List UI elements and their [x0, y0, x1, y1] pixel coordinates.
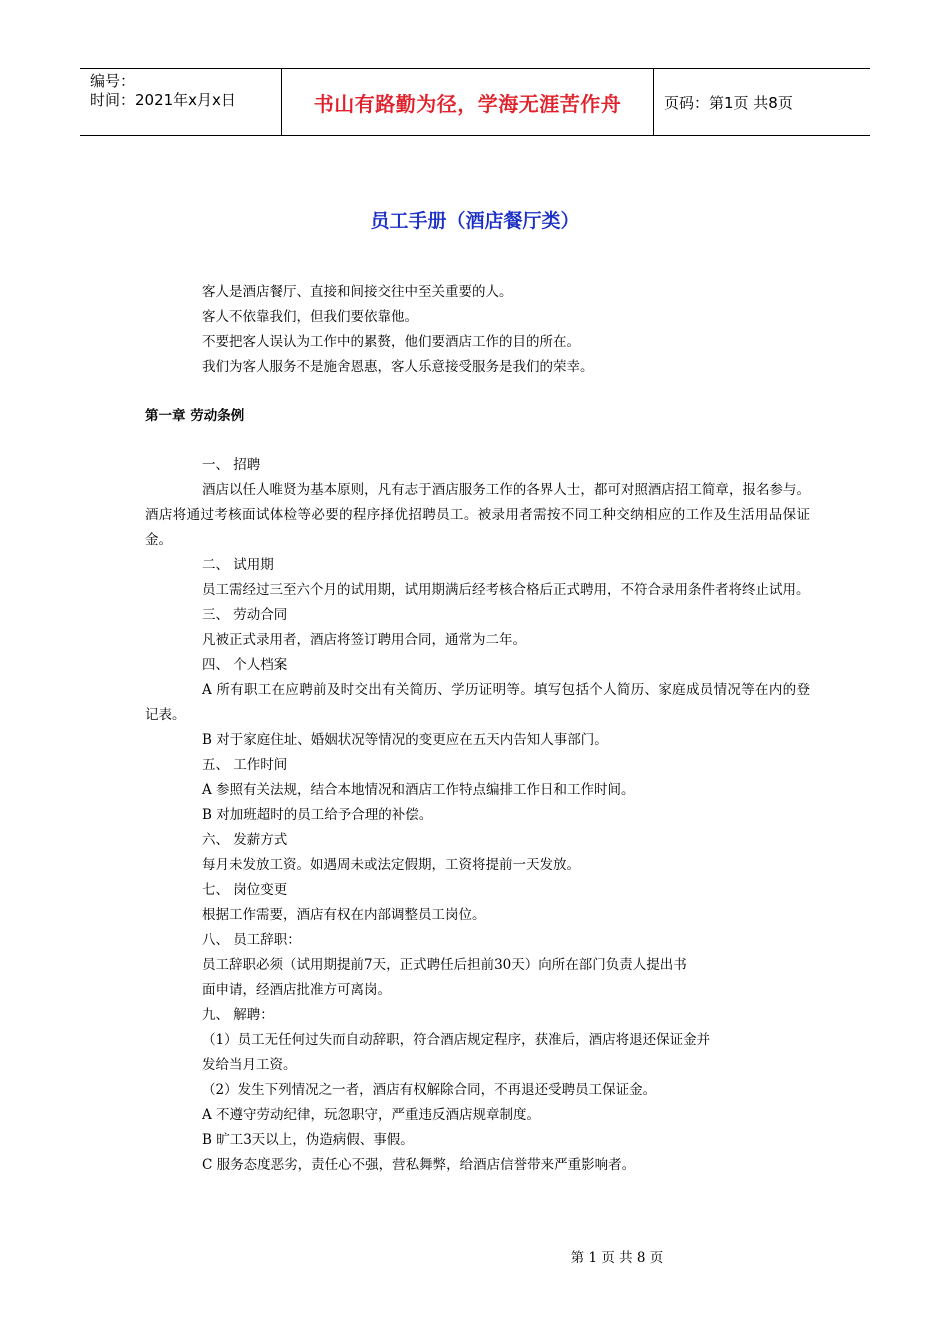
section-heading: 六、 发薪方式 — [202, 832, 288, 848]
section-text: 发给当月工资。 — [202, 1057, 297, 1073]
document-body — [145, 280, 810, 1178]
page-footer: 第 1 页 共 8 页 — [570, 1250, 664, 1266]
section-text: A 不遵守劳动纪律，玩忽职守，严重违反酒店规章制度。 — [202, 1107, 541, 1123]
section-text: 员工辞职必须（试用期提前7天，正式聘任后担前30天）向所在部门负责人提出书 — [202, 957, 687, 973]
section-text: 凡被正式录用者，酒店将签订聘用合同，通常为二年。 — [202, 632, 526, 648]
section-text: C 服务态度恶劣，责任心不强，营私舞弊，给酒店信誉带来严重影响者。 — [202, 1157, 636, 1173]
section-text: A 参照有关法规，结合本地情况和酒店工作特点编排工作日和工作时间。 — [202, 782, 635, 798]
section-text: B 旷工3天以上，伪造病假、事假。 — [202, 1132, 414, 1148]
header-table — [80, 68, 870, 136]
chapter-heading: 第一章 劳动条例 — [145, 408, 245, 424]
section-text: （1）员工无任何过失而自动辞职，符合酒店规定程序，获准后，酒店将退还保证金并 — [202, 1032, 711, 1048]
header-motto: 书山有路勤为径，学海无涯苦作舟 — [282, 69, 654, 135]
section-heading: 八、 员工辞职： — [202, 932, 301, 948]
section-heading: 九、 解聘： — [202, 1007, 274, 1023]
header-page-number: 页码：第1页 共8页 — [664, 93, 793, 112]
section-text: 员工需经过三至六个月的试用期，试用期满后经考核合格后正式聘用，不符合录用条件者将终止试用。 — [202, 582, 810, 598]
section-text: B 对加班超时的员工给予合理的补偿。 — [202, 807, 433, 823]
document-date: 时间：2021年x月x日 — [90, 91, 236, 109]
section-heading: 二、 试用期 — [202, 557, 274, 573]
section-text: 酒店以任人唯贤为基本原则，凡有志于酒店服务工作的各界人士，都可对照酒店招工简章，报名参与。酒店将通过考核面试体检等必要的程序择优招聘员工。被录用者需按不同工种交纳相应的工作及生活用品保证金。 — [145, 482, 810, 548]
section-text: （2）发生下列情况之一者，酒店有权解除合同，不再退还受聘员工保证金。 — [202, 1082, 657, 1098]
section-heading: 五、 工作时间 — [202, 757, 288, 773]
intro-line: 客人是酒店餐厅、直接和间接交往中至关重要的人。 — [202, 284, 513, 300]
document-number: 编号： — [90, 72, 136, 90]
section-heading: 七、 岗位变更 — [202, 882, 288, 898]
section-heading: 一、 招聘 — [202, 457, 261, 473]
intro-line: 我们为客人服务不是施舍恩惠，客人乐意接受服务是我们的荣幸。 — [202, 359, 594, 375]
section-text: 根据工作需要，酒店有权在内部调整员工岗位。 — [202, 907, 486, 923]
section-heading: 四、 个人档案 — [202, 657, 288, 673]
document-title: 员工手册（酒店餐厅类） — [370, 210, 580, 232]
header-meta — [80, 69, 282, 135]
section-text: B 对于家庭住址、婚姻状况等情况的变更应在五天内告知人事部门。 — [202, 732, 608, 748]
intro-line: 不要把客人误认为工作中的累赘，他们要酒店工作的目的所在。 — [202, 334, 580, 350]
section-text: A 所有职工在应聘前及时交出有关简历、学历证明等。填写包括个人简历、家庭成员情况等在内的登记表。 — [145, 682, 810, 723]
intro-line: 客人不依靠我们，但我们要依靠他。 — [202, 309, 418, 325]
section-text: 每月未发放工资。如遇周未或法定假期，工资将提前一天发放。 — [202, 857, 580, 873]
section-text: 面申请，经酒店批准方可离岗。 — [202, 982, 391, 998]
section-heading: 三、 劳动合同 — [202, 607, 288, 623]
